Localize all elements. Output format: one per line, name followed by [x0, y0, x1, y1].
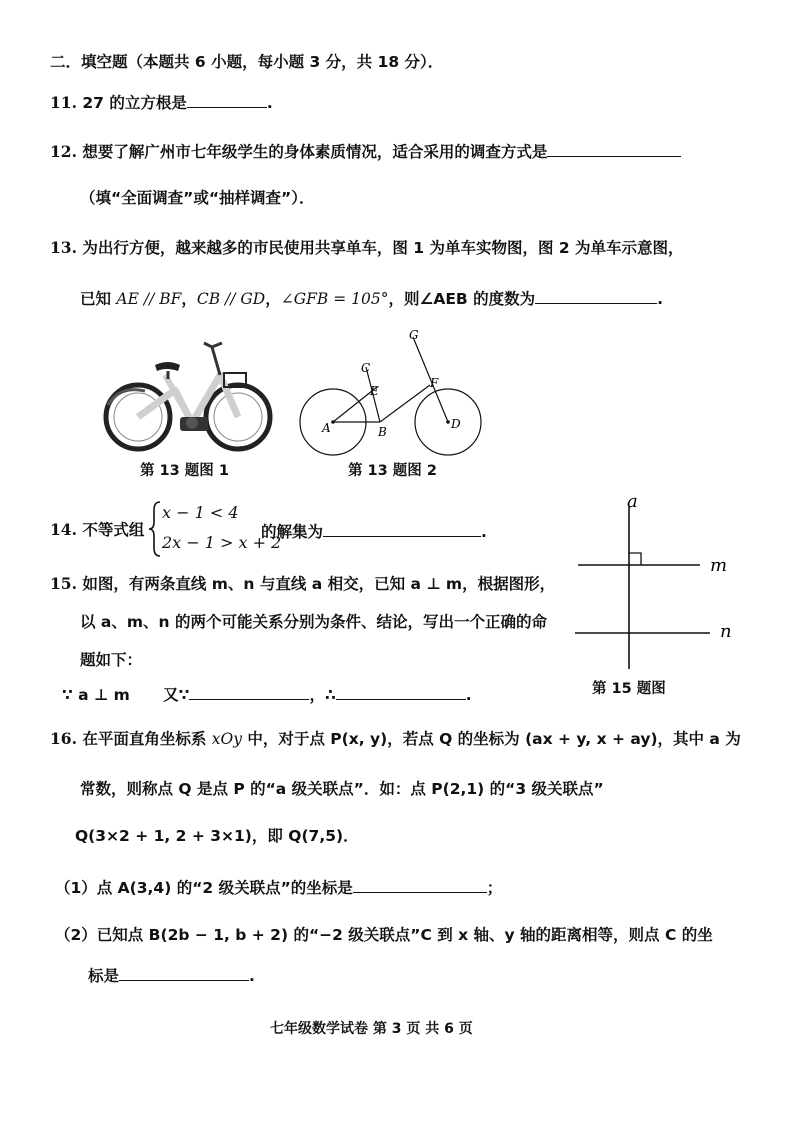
figure-15-lines [570, 485, 750, 675]
separator: ， [265, 290, 281, 308]
label-f: F [430, 376, 439, 390]
question-14-ask: 的解集为 [261, 523, 324, 541]
also-because: 又∵ [163, 686, 190, 704]
question-13-line1 [50, 238, 684, 258]
question-14-text: 不等式组 [82, 521, 145, 539]
question-15-conclusion-blank[interactable] [336, 683, 466, 700]
question-15-number: 15. [50, 574, 77, 593]
question-16-part2-blank[interactable] [119, 964, 249, 981]
question-14-label [50, 520, 144, 540]
page-footer: 七年级数学试卷 第 3 页 共 6 页 [270, 1021, 473, 1037]
question-13-given-label: 已知 [80, 290, 117, 308]
figure-13-2-caption: 第 13 题图 2 [348, 463, 437, 479]
left-brace [148, 500, 162, 558]
question-12 [50, 140, 681, 162]
question-12-answer-blank[interactable] [547, 140, 681, 157]
condition-angle-gfb: ∠GFB = 105° [280, 290, 389, 308]
inequality-1: x − 1 < 4 [162, 503, 239, 522]
therefore: ，∴ [309, 686, 336, 704]
question-13-line2 [80, 287, 663, 309]
label-c: C [361, 361, 371, 375]
question-13-ask: ，则∠AEB 的度数为 [388, 290, 536, 308]
question-15-end: . [465, 686, 472, 704]
question-13-number: 13. [50, 238, 77, 257]
question-12-hint: （填“全面调查”或“抽样调查”）． [80, 189, 315, 207]
question-15-line2: 以 a、m、n 的两个可能关系分别为条件、结论，写出一个正确的命 [80, 613, 547, 631]
bicycle-schematic-figure [295, 325, 495, 465]
question-13-end: . [657, 290, 664, 308]
question-15-line4 [62, 683, 472, 705]
label-b: B [378, 425, 387, 439]
label-line-m: m [710, 555, 728, 576]
question-12-text: 想要了解广州市七年级学生的身体素质情况，适合采用的调查方式是 [82, 143, 548, 161]
condition-cb-parallel-gd: CB // GD [196, 290, 266, 308]
question-11-answer-blank[interactable] [187, 91, 267, 108]
question-12-number: 12. [50, 142, 77, 161]
label-g: G [409, 328, 419, 342]
question-16-line3: Q(3×2 + 1, 2 + 3×1)，即 Q(7,5)． [75, 827, 359, 845]
label-line-n: n [720, 621, 732, 642]
condition-ae-parallel-bf: AE // BF [116, 290, 182, 308]
question-14-answer-blank[interactable] [323, 520, 481, 537]
question-16-part1-text: （1）点 A(3,4) 的“2 级关联点”的坐标是 [55, 879, 353, 897]
question-16-text-b: 中，对于点 P(x, y)，若点 Q 的坐标为 (ax + y, x + ay)，其中 a 为 [242, 730, 741, 748]
question-14-end: . [481, 523, 487, 541]
question-16-number: 16. [50, 729, 77, 748]
question-13-answer-blank[interactable] [535, 287, 657, 304]
inequality-2: 2x − 1 > x + 2 [162, 533, 282, 552]
question-16-part1-blank[interactable] [353, 876, 487, 893]
figure-13-1-caption: 第 13 题图 1 [140, 463, 229, 479]
question-16-part2: （2）已知点 B(2b − 1, b + 2) 的“−2 级关联点”C 到 x 轴、y 轴的距离相等，则点 C 的坐 [55, 926, 713, 944]
question-15-line3: 题如下： [80, 651, 143, 669]
question-16-part1 [55, 876, 502, 898]
figure-15-caption: 第 15 题图 [592, 681, 666, 697]
right-angle-mark [629, 553, 641, 565]
question-15-condition-blank[interactable] [189, 683, 309, 700]
question-13-text: 为出行方便，越来越多的市民使用共享单车，图 1 为单车实物图，图 2 为单车示意图， [82, 239, 684, 257]
question-11-end: . [266, 94, 273, 112]
given-a-perp-m: ∵ a ⊥ m [62, 686, 130, 704]
question-16-part2-text: 标是 [88, 967, 120, 985]
question-16-line2: 常数，则称点 Q 是点 P 的“a 级关联点”．如：点 P(2,1) 的“3 级关联点” [80, 780, 604, 798]
section-header: 二．填空题（本题共 6 小题，每小题 3 分，共 18 分）． [50, 53, 444, 71]
question-11 [50, 91, 273, 113]
coordinate-system-xoy: xOy [211, 730, 242, 748]
question-14-tail [261, 520, 487, 542]
question-14-number: 14. [50, 520, 77, 539]
question-11-text: 27 的立方根是 [82, 94, 187, 112]
label-a: A [322, 421, 331, 435]
label-e: E [370, 384, 379, 398]
label-line-a: a [627, 491, 638, 512]
question-16-part2-end: . [249, 967, 255, 985]
question-16-text-a: 在平面直角坐标系 [82, 730, 212, 748]
question-16-part1-end: ； [486, 879, 503, 897]
question-15-text: 如图，有两条直线 m、n 与直线 a 相交，已知 a ⊥ m，根据图形， [82, 575, 556, 593]
question-16-line1 [50, 729, 741, 749]
question-15-line1 [50, 574, 555, 594]
question-16-part2-tail [88, 964, 255, 986]
label-d: D [451, 417, 461, 431]
question-11-number: 11. [50, 93, 77, 112]
separator: ， [181, 290, 197, 308]
bicycle-photo-figure [100, 335, 275, 460]
